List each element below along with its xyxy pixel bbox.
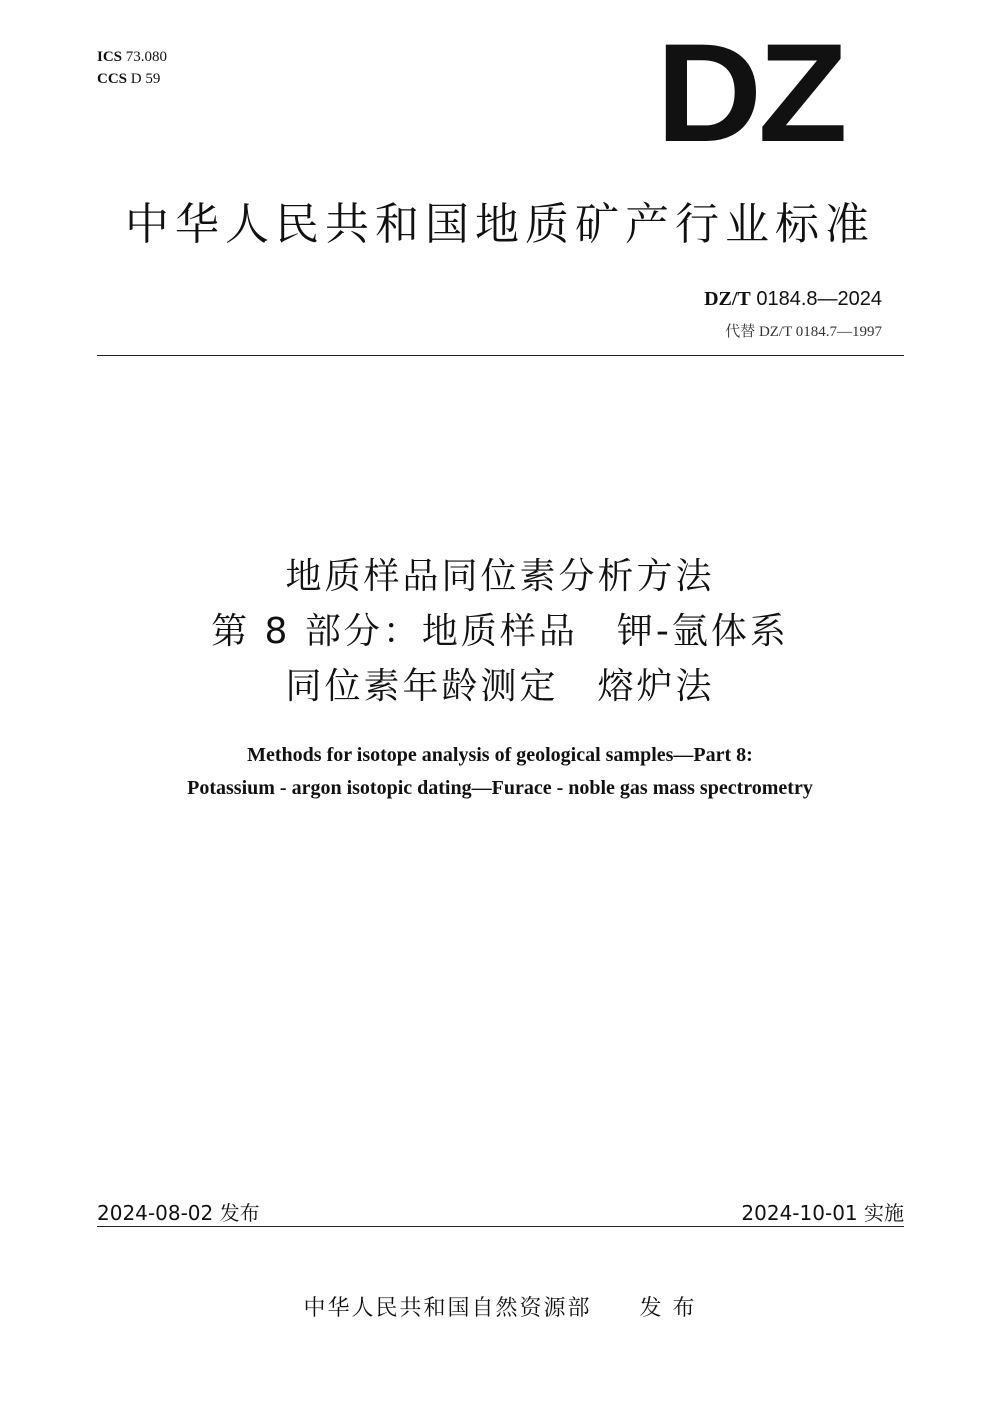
title-en-line-2: Potassium - argon isotopic dating—Furace - noble gas mass spectrometry xyxy=(187,777,813,799)
standard-code xyxy=(704,288,882,311)
ccs-value: D 59 xyxy=(130,71,161,87)
classification-codes xyxy=(97,46,167,90)
ics-value: 73.080 xyxy=(125,49,168,65)
top-divider xyxy=(97,355,904,356)
standard-code-number: 0184.8—2024 xyxy=(756,288,882,310)
title-en-line-1: Methods for isotope analysis of geological samples—Part 8: xyxy=(247,744,753,766)
issuer-action: 发 布 xyxy=(639,1296,697,1321)
implement-date: 2024-10-01 实施 xyxy=(741,1201,904,1225)
replaces-code: 代替 DZ/T 0184.7—1997 xyxy=(725,324,882,340)
ccs-label: CCS xyxy=(97,71,128,87)
standard-code-prefix: DZ/T xyxy=(704,288,751,310)
title-cn-line-3: 同位素年龄测定 熔炉法 xyxy=(285,666,715,707)
issue-date: 2024-08-02 发布 xyxy=(97,1201,260,1225)
issuer xyxy=(0,1291,1000,1322)
issuer-name: 中华人民共和国自然资源部 xyxy=(303,1296,592,1321)
standard-category: 中华人民共和国地质矿产行业标准 xyxy=(125,199,875,250)
dz-logo: DZ xyxy=(656,14,844,171)
ics-code xyxy=(97,46,167,68)
title-cn-line-2: 第 8 部分：地质样品 钾-氩体系 xyxy=(211,611,789,652)
ccs-code xyxy=(97,68,167,90)
title-cn-line-1: 地质样品同位素分析方法 xyxy=(285,556,715,597)
ics-label: ICS xyxy=(97,49,123,65)
bottom-divider xyxy=(97,1226,904,1227)
